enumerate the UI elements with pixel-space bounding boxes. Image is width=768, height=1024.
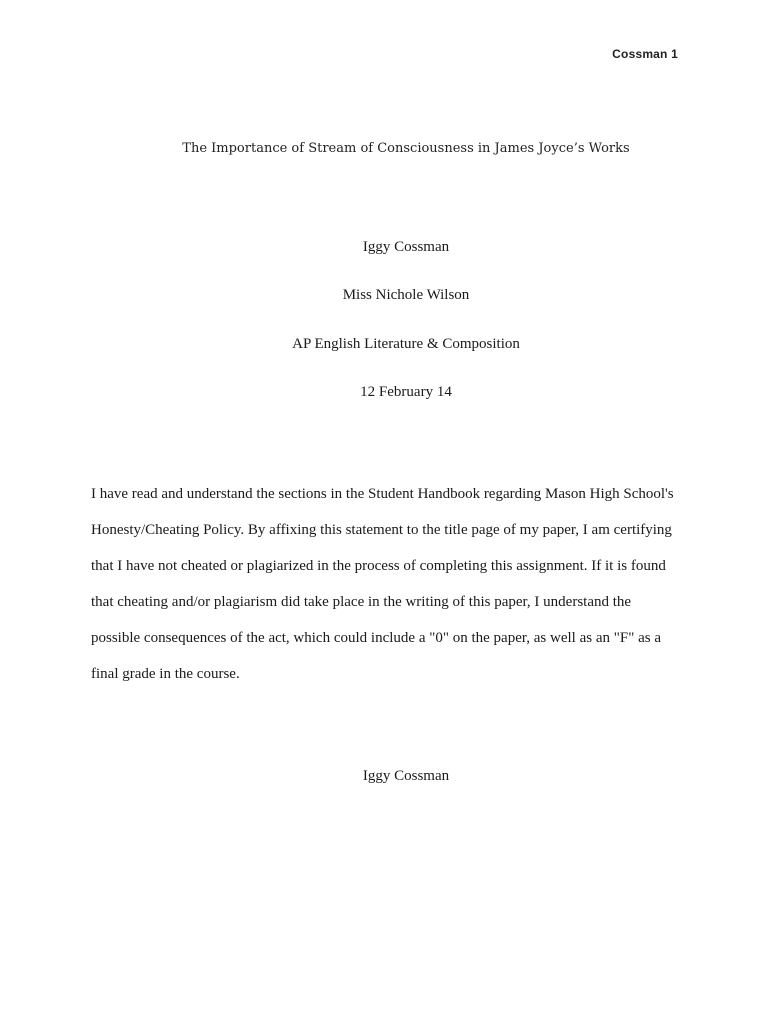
statement-line: that cheating and/or plagiarism did take place in the writing of this paper, I understand the (91, 594, 632, 610)
statement-line: that I have not cheated or plagiarized in the process of completing this assignment. If it is found (91, 558, 666, 574)
statement-line: final grade in the course. (91, 666, 240, 682)
paper-date: 12 February 14 (360, 384, 452, 400)
course-name: AP English Literature & Composition (292, 336, 520, 352)
honesty-statement (91, 476, 691, 692)
signature-name: Iggy Cossman (362, 768, 450, 784)
teacher-name: Miss Nichole Wilson (342, 287, 470, 303)
author-name: Iggy Cossman (362, 239, 450, 255)
statement-line: I have read and understand the sections in the Student Handbook regarding Mason High School's (91, 486, 674, 502)
running-head: Cossman 1 (612, 47, 678, 61)
paper-title: The Importance of Stream of Consciousness in James Joyce’s Works (182, 141, 630, 156)
statement-line: possible consequences of the act, which could include a "0" on the paper, as well as an "F" as a (91, 630, 661, 646)
statement-line: Honesty/Cheating Policy. By affixing this statement to the title page of my paper, I am certifying (91, 522, 672, 538)
